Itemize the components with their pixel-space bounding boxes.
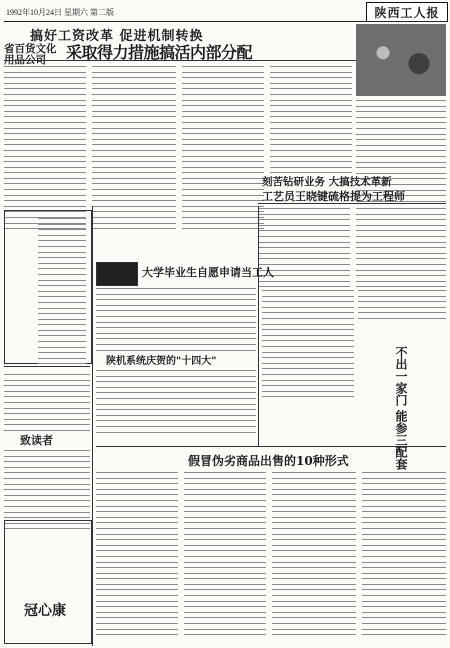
- lead-col-4: [270, 66, 352, 178]
- story-7-headline: 致读者: [20, 434, 53, 447]
- story-6-headline: 不出一家门 能参三配套: [394, 346, 408, 471]
- lead-col-3: [182, 66, 264, 234]
- lead-subhead-text: 省百货文化 用品公司: [4, 43, 57, 66]
- masthead: 陕西工人报: [366, 2, 448, 22]
- lead-subhead: [4, 44, 57, 66]
- bottom-rule: [96, 446, 446, 447]
- column-rule-right: [258, 206, 259, 446]
- left-feature-text: [38, 218, 86, 369]
- ad-box: [4, 520, 92, 644]
- new-year-logo: [96, 262, 138, 286]
- story-8-headline: 冠心康: [24, 603, 66, 619]
- story-1-headline: 刻苦钻研业务 大搞技术革新: [262, 176, 392, 188]
- bottom-col-2: [184, 472, 266, 640]
- bottom-col-4: [362, 472, 446, 640]
- right-col-1: [262, 290, 354, 402]
- lead-kicker: 搞好工资改革 促进机制转换: [30, 29, 204, 44]
- run-date: 1992年10月24日 星期六 第二版: [6, 8, 114, 17]
- lead-col-1: [4, 66, 86, 234]
- left-lower-text: [4, 374, 90, 436]
- story-3-text: [96, 288, 256, 355]
- bottom-col-1: [96, 472, 178, 640]
- column-rule-left: [92, 206, 93, 646]
- header-rule: [4, 21, 446, 22]
- right-col-2: [358, 290, 446, 324]
- story-5-headline: 假冒伪劣商品出售的10种形式: [188, 454, 349, 468]
- story-1-col-2: [356, 208, 446, 292]
- story-4-text: [96, 370, 256, 437]
- bottom-col-3: [272, 472, 356, 640]
- story-1-rule: [258, 203, 446, 204]
- story-4-headline: 陕机系统庆贺的"十四大": [106, 356, 217, 367]
- story-3-headline: 大学毕业生自愿申请当工人: [142, 266, 274, 279]
- story-2-headline: 工艺员王晓键硫格提为工程师: [262, 190, 405, 203]
- lead-title: 采取得力措施搞活内部分配: [66, 43, 253, 62]
- left-lower-rule: [4, 366, 90, 367]
- top-right-photo: [356, 24, 446, 96]
- lead-col-2: [92, 66, 176, 234]
